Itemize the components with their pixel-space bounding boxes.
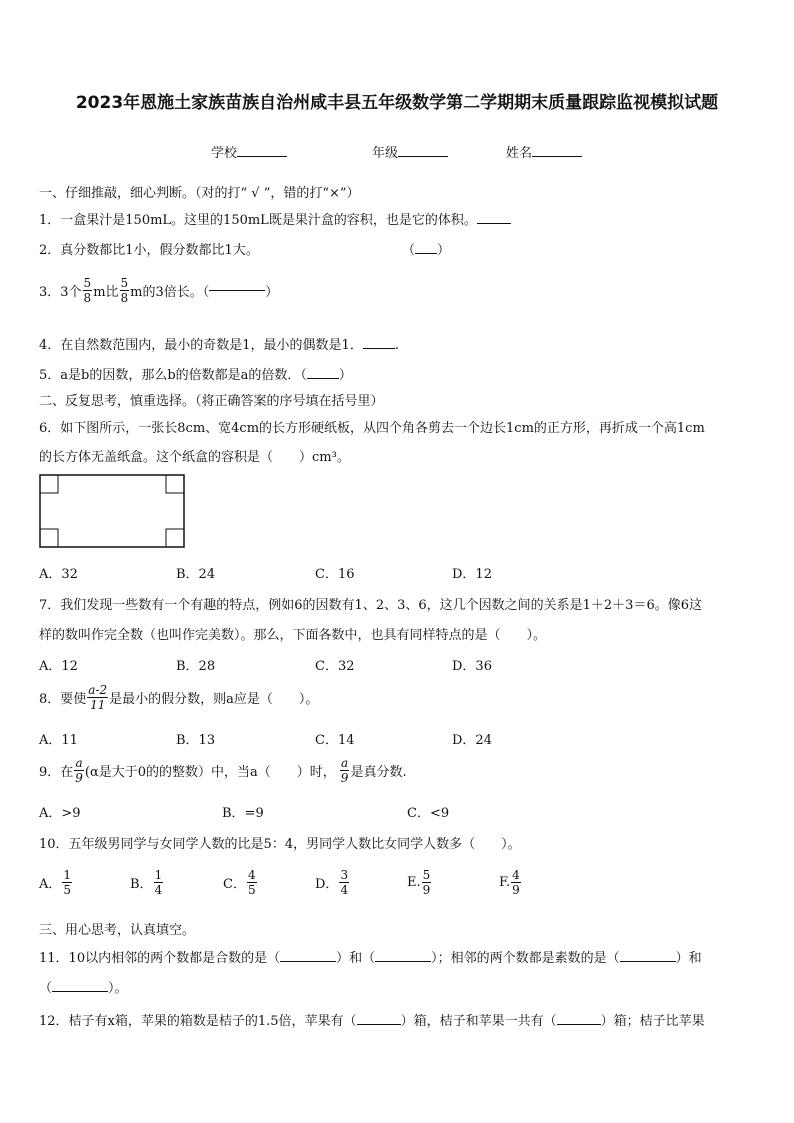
fraction: $\frac{a}{9}$ [340, 756, 349, 785]
fraction: $\frac{1}{4}$ [154, 868, 163, 897]
question-12: 12．桔子有x箱，苹果的箱数是桔子的1.5倍，苹果有（ ）箱，桔子和苹果一共有（ ）箱；桔子比苹果 [39, 1014, 705, 1029]
name-field[interactable]: 姓名 [506, 142, 582, 161]
question-4: 4．在自然数范围内，最小的奇数是1，最小的偶数是1． . [39, 338, 399, 353]
option-d[interactable]: D． $\frac{3}{4}$ [315, 868, 349, 897]
answer-blank[interactable] [52, 991, 108, 992]
section-3-heading: 三、用心思考，认真填空。 [39, 923, 196, 938]
option-e[interactable]: E. $\frac{5}{9}$ [407, 868, 431, 897]
option-c[interactable]: C．32 [315, 659, 355, 674]
fraction: $\frac{3}{4}$ [340, 868, 349, 897]
school-field[interactable]: 学校 [211, 142, 287, 161]
answer-blank[interactable] [307, 378, 339, 379]
question-7-line-2: 样的数叫作完全数（也叫作完美数）。那么，下面各数中，也具有同样特点的是（ ）。 [39, 628, 547, 643]
question-11-line-1: 11．10以内相邻的两个数都是合数的是（ ）和（ ）；相邻的两个数都是素数的是（ ）和 [39, 951, 702, 966]
option-a[interactable]: A．11 [39, 733, 78, 748]
question-3: 3．3个 $\frac{5}{8}$ m比 $\frac{5}{8}$ m的3倍长。（ ） [39, 276, 279, 305]
option-b[interactable]: B．13 [176, 733, 216, 748]
option-b[interactable]: B．=9 [222, 806, 264, 821]
option-d[interactable]: D．12 [452, 567, 492, 582]
option-a[interactable]: A．32 [39, 567, 78, 582]
question-6-line-2: 的长方体无盖纸盒。这个纸盒的容积是（ ）cm³。 [39, 450, 350, 465]
option-b[interactable]: B． $\frac{1}{4}$ [130, 868, 163, 897]
option-f[interactable]: F. $\frac{4}{9}$ [499, 868, 520, 897]
fraction: $\frac{a}{9}$ [75, 756, 83, 785]
question-9: 9．在 $\frac{a}{9}$ (α是大于0的的整数）中，当a（ ）时， $\frac{a}{9}$ 是真分数. [39, 756, 407, 785]
answer-blank[interactable] [209, 290, 265, 291]
answer-blank[interactable] [620, 961, 676, 962]
fraction: $\frac{a-2}{11}$ [88, 683, 108, 712]
option-b[interactable]: B．24 [176, 567, 216, 582]
option-a[interactable]: A．12 [39, 659, 78, 674]
fraction: $\frac{5}{9}$ [422, 868, 431, 897]
question-8: 8．要使 $\frac{a-2}{11}$ 是最小的假分数，则a应是（ ）。 [39, 683, 319, 712]
question-6-line-1: 6．如下图所示，一张长8cm、宽4cm的长方形硬纸板，从四个角各剪去一个边长1cm的正方形，再折成一个高1cm [39, 421, 705, 436]
fraction: $\frac{4}{9}$ [512, 868, 520, 897]
question-7-line-1: 7．我们发现一些数有一个有趣的特点，例如6的因数有1、2、3、6，这几个因数之间的关系是1＋2＋3＝6。像6这 [39, 598, 702, 613]
option-a[interactable]: A． $\frac{1}{5}$ [39, 868, 72, 897]
option-c[interactable]: C．16 [315, 567, 355, 582]
answer-blank[interactable] [280, 961, 336, 962]
answer-blank[interactable] [557, 1024, 601, 1025]
fraction: $\frac{4}{5}$ [247, 868, 256, 897]
grade-field[interactable]: 年级 [372, 142, 448, 161]
option-c[interactable]: C． $\frac{4}{5}$ [223, 868, 256, 897]
question-2: 2．真分数都比1小，假分数都比1大。 [39, 243, 259, 258]
option-d[interactable]: D．24 [452, 733, 492, 748]
option-b[interactable]: B．28 [176, 659, 216, 674]
question-11-line-2: （ ）。 [39, 981, 128, 996]
answer-blank[interactable] [363, 348, 395, 349]
cardboard-diagram [39, 474, 185, 548]
option-a[interactable]: A．>9 [39, 806, 81, 821]
answer-blank[interactable]: （ ） [402, 243, 451, 258]
option-d[interactable]: D．36 [452, 659, 492, 674]
fraction: $\frac{5}{8}$ [83, 276, 92, 305]
option-c[interactable]: C．<9 [407, 806, 450, 821]
question-5: 5．a是b的因数，那么b的倍数都是a的倍数．（ ） [39, 368, 352, 383]
fraction: $\frac{1}{5}$ [63, 868, 72, 897]
option-c[interactable]: C．14 [315, 733, 355, 748]
section-1-heading: 一、仔细推敲，细心判断。（对的打“ √ ”，错的打“×”） [39, 186, 360, 201]
section-2-heading: 二、反复思考，慎重选择。（将正确答案的序号填在括号里） [39, 394, 384, 409]
fraction: $\frac{5}{8}$ [120, 276, 129, 305]
question-10: 10．五年级男同学与女同学人数的比是5：4，男同学人数比女同学人数多（ ）。 [39, 837, 521, 852]
question-1: 1．一盒果汁是150mL。这里的150mL既是果汁盒的容积，也是它的体积。 [39, 209, 511, 228]
page-title: 2023年恩施土家族苗族自治州咸丰县五年级数学第二学期期末质量跟踪监视模拟试题 [75, 93, 719, 113]
answer-blank[interactable] [375, 961, 431, 962]
answer-blank[interactable] [357, 1024, 401, 1025]
